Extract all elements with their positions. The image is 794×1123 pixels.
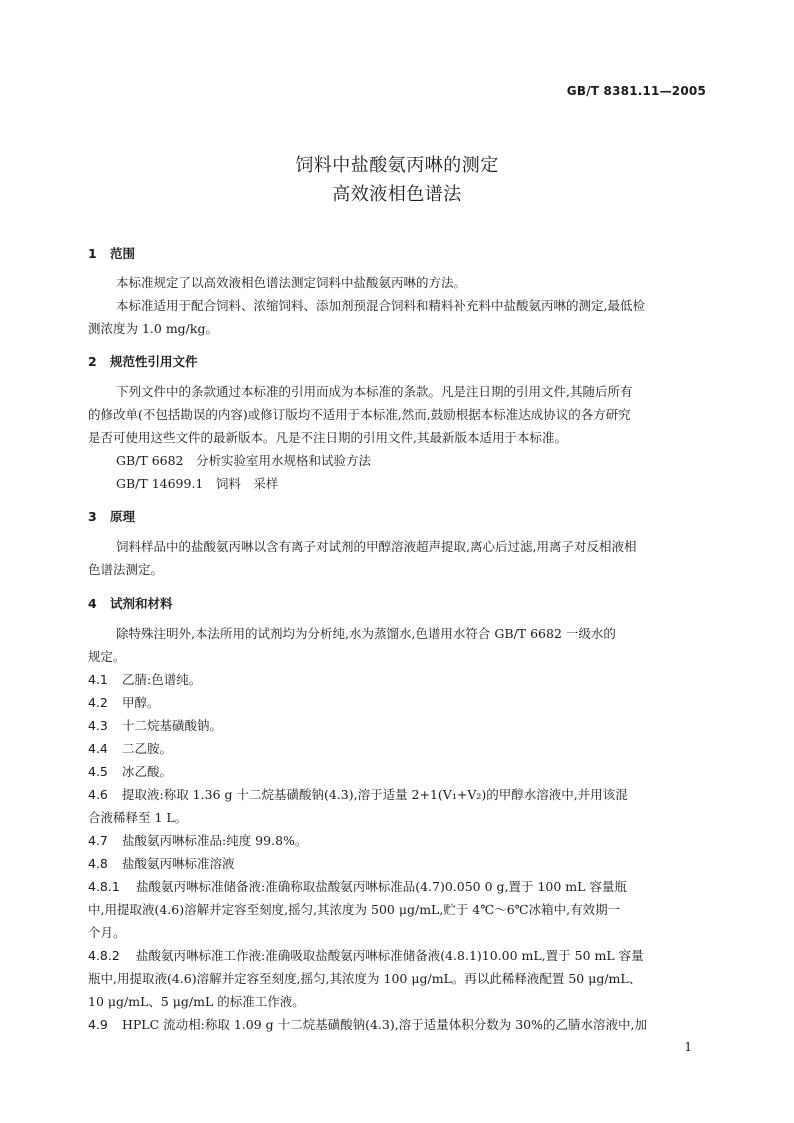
section-heading-reagents — [88, 594, 173, 612]
reference-item: GB/T 14699.1 饲料 采样 — [116, 476, 279, 491]
section-title: 范围 — [110, 246, 136, 261]
clause-item — [88, 877, 627, 895]
clause-text: 二乙胺。 — [122, 741, 173, 756]
paragraph-line: 色谱法测定。 — [88, 562, 164, 577]
paragraph-line: 的修改单(不包括勘误的内容)或修订版均不适用于本标准,然而,鼓励根据本标准达成协议的各方研究 — [88, 407, 631, 422]
paragraph-line: 饲料样品中的盐酸氨丙啉以含有离子对试剂的甲醇溶液超声提取,离心后过滤,用离子对反相液相 — [116, 539, 637, 554]
section-number: 4 — [88, 596, 97, 611]
clause-text: 乙腈:色谱纯。 — [122, 672, 202, 687]
clause-item — [88, 946, 644, 964]
clause-item — [88, 739, 172, 757]
clause-text: HPLC 流动相:称取 1.09 g 十二烷基磺酸钠(4.3),溶于适量体积分数为 30%的乙腈水溶液中,加 — [122, 1017, 647, 1032]
clause-text: 提取液:称取 1.36 g 十二烷基磺酸钠(4.3),溶于适量 2+1(V₁+V₂)的甲醇水溶液中,并用该混 — [122, 787, 628, 802]
clause-item — [88, 854, 235, 872]
clause-number: 4.1 — [88, 672, 108, 687]
clause-item — [88, 1015, 647, 1033]
section-heading-references — [88, 352, 198, 370]
clause-continuation: 中,用提取液(4.6)溶解并定容至刻度,摇匀,其浓度为 500 μg/mL,贮于 4℃～6℃冰箱中,有效期一 — [88, 902, 621, 917]
clause-text: 甲醇。 — [122, 695, 160, 710]
clause-text: 盐酸氨丙啉标准储备液:准确称取盐酸氨丙啉标准品(4.7)0.050 0 g,置于 100 mL 容量瓶 — [136, 879, 627, 894]
clause-number: 4.8.1 — [88, 879, 120, 894]
page-number: 1 — [684, 1040, 692, 1054]
clause-number: 4.8 — [88, 856, 108, 871]
clause-number: 4.5 — [88, 764, 108, 779]
section-number: 1 — [88, 246, 97, 261]
clause-item — [88, 831, 307, 849]
paragraph-line: 测浓度为 1.0 mg/kg。 — [88, 321, 218, 336]
section-title: 规范性引用文件 — [110, 354, 198, 369]
section-number: 2 — [88, 354, 97, 369]
standard-code: GB/T 8381.11—2005 — [566, 84, 706, 98]
paragraph-line: 是否可使用这些文件的最新版本。凡是不注日期的引用文件,其最新版本适用于本标准。 — [88, 430, 567, 445]
paragraph-line: 本标准规定了以高效液相色谱法测定饲料中盐酸氨丙啉的方法。 — [116, 275, 467, 290]
clause-item — [88, 716, 222, 734]
clause-text: 冰乙酸。 — [122, 764, 173, 779]
reference-item: GB/T 6682 分析实验室用水规格和试验方法 — [116, 453, 372, 468]
section-heading-scope — [88, 244, 135, 262]
clause-item — [88, 762, 172, 780]
clause-continuation: 瓶中,用提取液(4.6)溶解并定容至刻度,摇匀,其浓度为 100 μg/mL。再以此稀释液配置 50 μg/mL、 — [88, 971, 642, 986]
clause-text: 盐酸氨丙啉标准工作液:准确吸取盐酸氨丙啉标准储备液(4.8.1)10.00 mL,置于 50 mL 容量 — [136, 948, 644, 963]
clause-number: 4.4 — [88, 741, 108, 756]
clause-continuation: 合液稀释至 1 L。 — [88, 810, 188, 825]
clause-number: 4.7 — [88, 833, 108, 848]
section-heading-principle — [88, 507, 135, 525]
clause-text: 盐酸氨丙啉标准品:纯度 99.8%。 — [122, 833, 308, 848]
section-title: 试剂和材料 — [110, 596, 173, 611]
clause-number: 4.3 — [88, 718, 108, 733]
paragraph-line: 本标准适用于配合饲料、浓缩饲料、添加剂预混合饲料和精料补充料中盐酸氨丙啉的测定,最低检 — [116, 298, 645, 313]
clause-number: 4.9 — [88, 1017, 108, 1032]
document-title: 饲料中盐酸氨丙啉的测定 — [295, 155, 499, 176]
clause-item — [88, 670, 201, 688]
clause-continuation: 10 μg/mL、5 μg/mL 的标准工作液。 — [88, 994, 305, 1009]
clause-text: 盐酸氨丙啉标准溶液 — [122, 856, 235, 871]
clause-continuation: 个月。 — [88, 925, 126, 940]
clause-text: 十二烷基磺酸钠。 — [122, 718, 223, 733]
paragraph-line: 下列文件中的条款通过本标准的引用而成为本标准的条款。凡是注日期的引用文件,其随后所有 — [116, 384, 633, 399]
document-subtitle: 高效液相色谱法 — [332, 184, 462, 205]
section-title: 原理 — [110, 509, 136, 524]
paragraph-line: 除特殊注明外,本法所用的试剂均为分析纯,水为蒸馏水,色谱用水符合 GB/T 6682 一级水的 — [116, 626, 616, 641]
section-number: 3 — [88, 509, 97, 524]
clause-number: 4.8.2 — [88, 948, 120, 963]
clause-item — [88, 785, 628, 803]
paragraph-line: 规定。 — [88, 649, 126, 664]
clause-number: 4.6 — [88, 787, 108, 802]
clause-number: 4.2 — [88, 695, 108, 710]
clause-item — [88, 693, 160, 711]
